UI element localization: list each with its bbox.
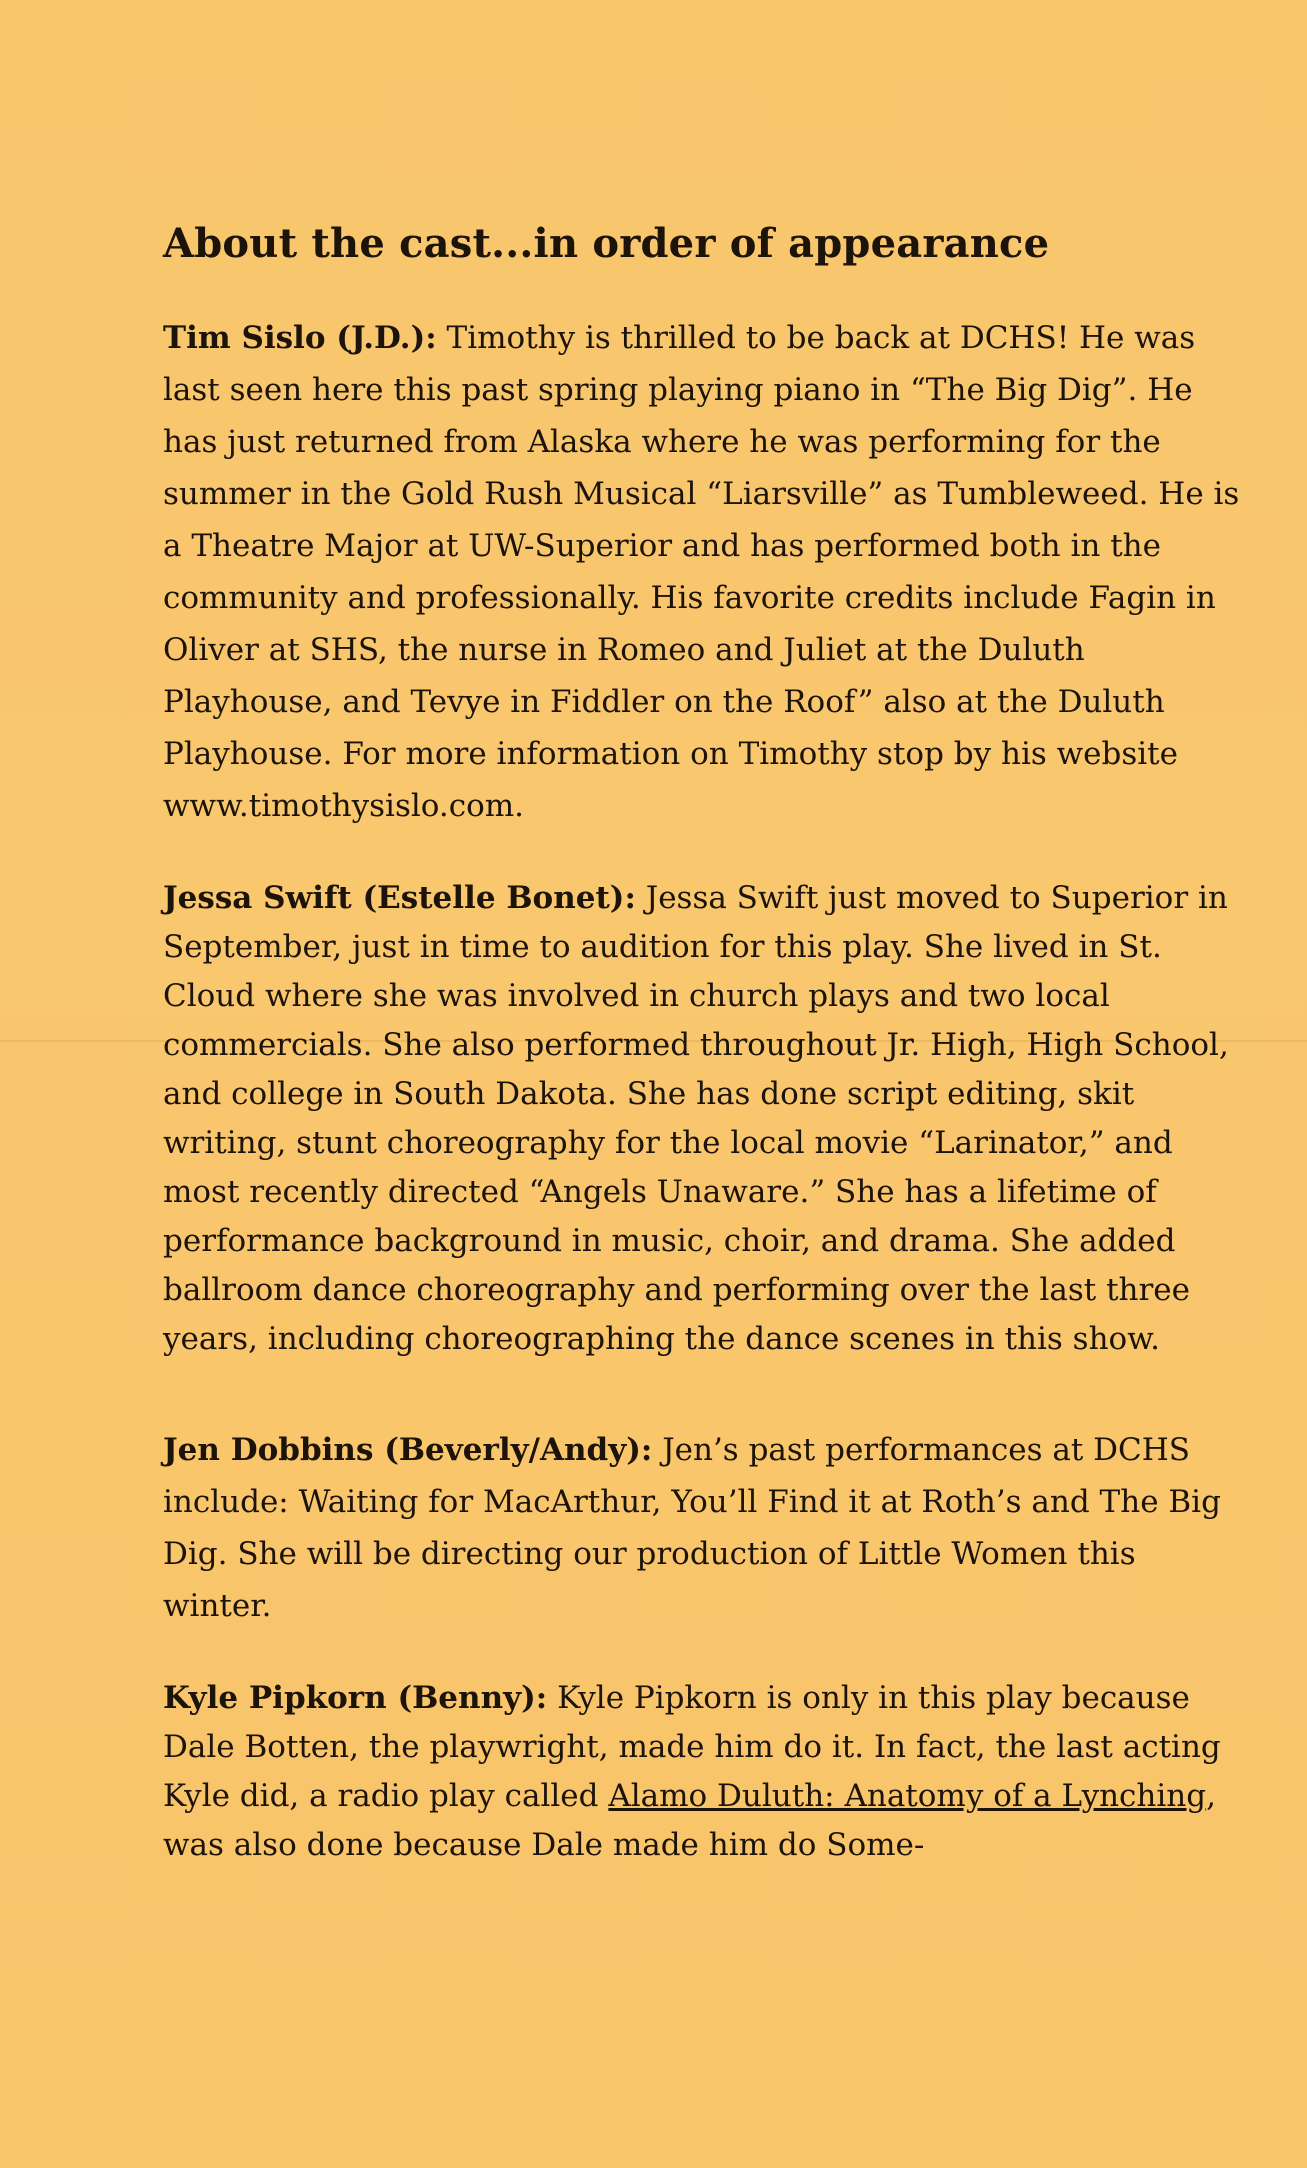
bio-jen-dobbins: [163, 1424, 1243, 1632]
radio-play-title: Alamo Duluth: Anatomy of a Lynching: [608, 1778, 1207, 1814]
bio-text: Kyle Pipkorn is only in this play because Dale Botten, the playwright, made him do it. In fact, the last acting Kyle did, a radio play called: [163, 1680, 1221, 1814]
bio-text-continued: , was also done because Dale made him do Some-: [163, 1778, 1216, 1863]
cast-name: Tim Sislo (J.D.):: [163, 320, 437, 356]
bio-kyle-pipkorn: [163, 1674, 1243, 1870]
bio-jessa-swift: [163, 874, 1243, 1364]
cast-name: Jen Dobbins (Beverly/Andy):: [163, 1432, 653, 1468]
section-title: About the cast...in order of appearance: [163, 220, 1050, 267]
cast-name: Kyle Pipkorn (Benny):: [163, 1680, 548, 1716]
bio-text: Jessa Swift just moved to Superior in September, just in time to audition for this play. She lived in St. Cloud where she was involved in church plays and two local commercials. She also performed throughout Jr. High, High School, and college in South Dakota. She has done script editing, skit writing, stunt choreography for the local movie “Larinator,” and most recently directed “Angels Unaware.” She has a lifetime of performance background in music, choir, and drama. She added ballroom dance choreography and performing over the last three years, including choreographing the dance scenes in this show.: [163, 880, 1229, 1357]
bio-tim-sislo: [163, 312, 1243, 832]
bio-text: Timothy is thrilled to be back at DCHS! He was last seen here this past spring playing piano in “The Big Dig”. He has just returned from Alaska where he was performing for the summer in the Gold Rush Musical “Liarsville” as Tumbleweed. He is a Theatre Major at UW-Superior and has performed both in the community and professionally. His favorite credits include Fagin in Oliver at SHS, the nurse in Romeo and Juliet at the Duluth Playhouse, and Tevye in Fiddler on the Roof” also at the Duluth Playhouse. For more information on Timothy stop by his website www.timothysislo.com.: [163, 320, 1240, 824]
bio-text: Jen’s past performances at DCHS include: Waiting for MacArthur, You’ll Find it at Roth’s and The Big Dig. She will be directing our production of Little Women this winter.: [163, 1432, 1221, 1624]
cast-section: [163, 220, 1243, 1912]
cast-name: Jessa Swift (Estelle Bonet):: [163, 880, 636, 916]
